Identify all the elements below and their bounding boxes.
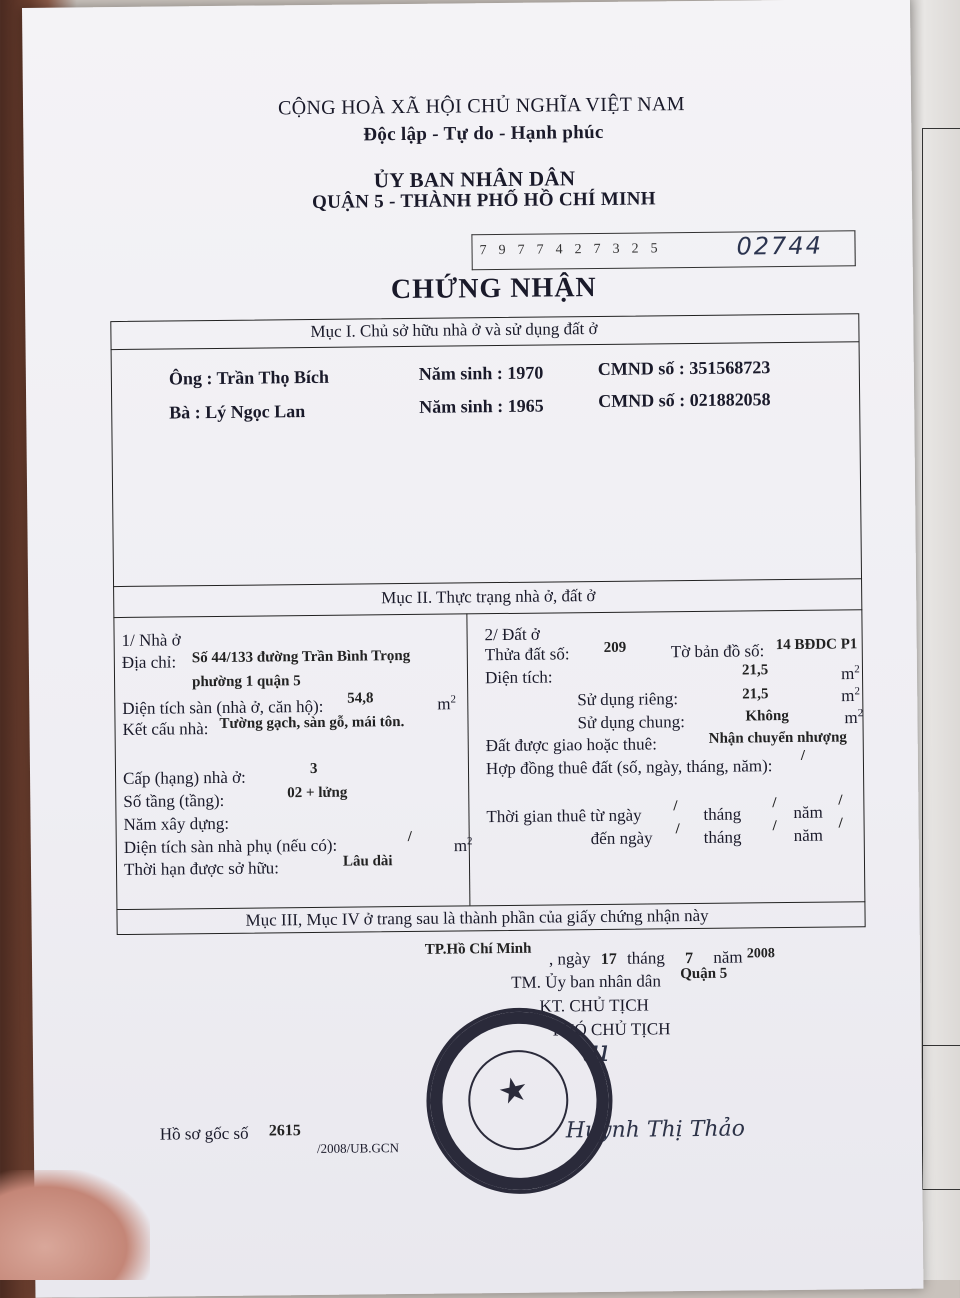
land-area-label: Diện tích: [484, 667, 553, 688]
serial-number-handwritten: 02744 [736, 231, 824, 261]
committee-heading: ỦY BAN NHÂN DÂN [373, 166, 576, 193]
aux-area-value: / [407, 828, 412, 846]
lease-contract-value: / [800, 747, 806, 764]
lease-to-label: đến ngày [590, 828, 653, 849]
parcel-value: 209 [603, 639, 627, 656]
land-area-unit: $m^2$ [840, 663, 860, 684]
shared-use-value: Không [745, 708, 789, 725]
signature-scribble: ɯ [580, 1033, 610, 1070]
private-use-value: 21,5 [742, 686, 769, 703]
lease-from-label: Thời gian thuê từ ngày [486, 805, 642, 827]
file-ref-number: 2615 [268, 1122, 301, 1140]
owner1-name: Ông : Trần Thọ Bích [168, 366, 330, 389]
finger [0, 1170, 150, 1280]
deputy-title: PHÓ CHỦ TỊCH [552, 1019, 671, 1040]
private-use-label: Sử dụng riêng: [577, 689, 679, 710]
ownership-term-value: Lâu dài [342, 853, 393, 870]
lease-to-month-label: tháng [703, 827, 742, 847]
map-sheet-value: 14 BĐDC P1 [775, 636, 858, 654]
aux-area-label: Diện tích sàn nhà phụ (nếu có): [123, 835, 338, 857]
signer-name: Huỳnh Thị Thảo [565, 1116, 746, 1144]
star-icon: ★ [494, 1068, 533, 1114]
aux-area-unit: $m^2$ [453, 835, 473, 856]
ownership-term-label: Thời hạn được sở hữu: [123, 858, 280, 879]
grade-label: Cấp (hạng) nhà ở: [122, 767, 246, 788]
owner1-id: CMND số : 351568723 [597, 357, 771, 379]
national-motto: Độc lập - Tự do - Hạnh phúc [363, 121, 604, 146]
seal-emblem [459, 1040, 578, 1159]
floors-label: Số tầng (tầng): [123, 790, 225, 811]
floor-area-unit: $m^2$ [437, 693, 457, 714]
on-behalf-label: TM. Ủy ban nhân dân [511, 971, 661, 992]
owner2-name: Bà : Lý Ngọc Lan [169, 401, 306, 423]
floors-value: 02 + lửng [287, 784, 348, 802]
district-heading: QUẬN 5 - THÀNH PHỐ HỒ CHÍ MINH [311, 188, 656, 213]
lease-from-year: / [838, 792, 843, 809]
section1-heading: Mục I. Chủ sở hữu nhà ở và sử dụng đất ở [310, 318, 598, 341]
certificate-page [22, 0, 923, 1298]
floor-area-value: 54,8 [347, 690, 374, 707]
section2-heading: Mục II. Thực trạng nhà ở, đất ở [381, 586, 596, 608]
land-heading: 2/ Đất ở [484, 624, 540, 645]
assigned-label: Đất được giao hoặc thuê: [485, 734, 657, 756]
republic-heading: CỘNG HOÀ XÃ HỘI CHỦ NGHĨA VIỆT NAM [277, 93, 685, 120]
owner1-birth: Năm sinh : 1970 [418, 362, 544, 384]
certificate-title: CHỨNG NHẬN [390, 271, 597, 306]
map-sheet-label: Tờ bản đồ số: [670, 641, 765, 662]
lease-contract-label: Hợp đồng thuê đất (số, ngày, tháng, năm): [485, 756, 773, 779]
assigned-value: Nhận chuyển nhượng [708, 729, 847, 747]
lease-to-year-label: năm [793, 825, 824, 845]
grade-value: 3 [309, 760, 318, 778]
deputy-for-label: KT. CHỦ TỊCH [539, 995, 649, 1016]
lease-from-day: / [673, 798, 678, 815]
lease-to-day: / [675, 821, 680, 838]
house-heading: 1/ Nhà ở [121, 630, 181, 650]
file-ref-suffix: /2008/UB.GCN [316, 1140, 400, 1156]
signing-city: TP.Hồ Chí Minh [424, 940, 532, 958]
footer-note: Mục III, Mục IV ở trang sau là thành phần của giấy chứng nhận này [245, 905, 709, 930]
house-address-line2: phường 1 quận 5 [191, 673, 301, 691]
adjacent-page-border [922, 128, 960, 1190]
signing-district: Quận 5 [680, 965, 728, 983]
lease-to-year: / [838, 815, 843, 832]
file-ref-label: Hồ sơ gốc số [159, 1123, 249, 1144]
lease-from-month: / [772, 795, 777, 812]
floor-area-label: Diện tích sàn (nhà ở, căn hộ): [122, 696, 324, 718]
shared-use-unit: $m^2$ [844, 707, 864, 728]
lease-to-month: / [772, 818, 777, 835]
land-area-value: 21,5 [741, 662, 769, 679]
parcel-label: Thửa đất số: [484, 644, 570, 665]
lease-from-year-label: năm [793, 802, 823, 822]
shared-use-label: Sử dụng chung: [577, 712, 686, 733]
owner2-birth: Năm sinh : 1965 [419, 395, 544, 417]
structure-label: Kết cấu nhà: [122, 719, 209, 739]
serial-number-printed: 7977427325 [479, 241, 670, 259]
build-year-label: Năm xây dựng: [123, 813, 230, 834]
house-address-label: Địa chỉ: [121, 652, 177, 672]
signing-date: , ngày 17 tháng 7 năm $^{2008}$ [548, 946, 775, 969]
lease-from-month-label: tháng [703, 804, 742, 824]
adjacent-page-line [922, 1045, 960, 1046]
house-address-line1: Số 44/133 đường Trần Bình Trọng [191, 647, 411, 667]
owner2-id: CMND số : 021882058 [598, 389, 771, 411]
structure-value: Tường gạch, sàn gỗ, mái tôn. [219, 714, 405, 732]
private-use-unit: $m^2$ [841, 685, 860, 706]
